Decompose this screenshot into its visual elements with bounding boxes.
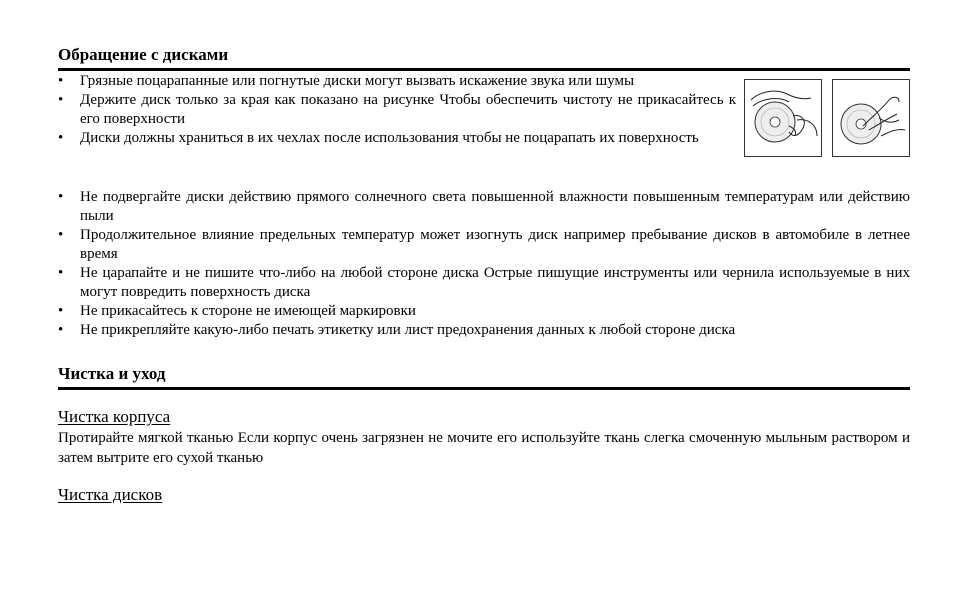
list-item: • Не прикасайтесь к стороне не имеющей маркировки	[58, 303, 416, 319]
subheading-body-cleaning: Чистка корпуса	[58, 407, 171, 426]
list-item: • Не царапайте и не пишите что-либо на любой стороне диска Острые пишущие инструменты или чернила используемые в них могут повредить поверхность диска	[58, 265, 910, 300]
section-title-disc-handling: Обращение с дисками	[58, 45, 229, 64]
bullet-icon: •	[58, 189, 64, 205]
finger-on-disc-edge-icon	[832, 79, 910, 157]
section-divider	[58, 387, 910, 390]
bullet-icon: •	[58, 227, 64, 243]
list-item: • Грязные поцарапанные или погнутые диски могут вызвать искажение звука или шумы	[58, 73, 635, 89]
section-divider	[58, 68, 910, 71]
section-title-cleaning: Чистка и уход	[58, 364, 166, 383]
bullet-icon: •	[58, 92, 64, 108]
bullet-icon: •	[58, 130, 64, 146]
bullet-icon: •	[58, 265, 64, 281]
bullet-icon: •	[58, 322, 64, 338]
list-item: • Не подвергайте диски действию прямого солнечного света повышенной влажности повышенным температурам или действию пыли	[58, 189, 910, 224]
disc-handling-list-bottom	[58, 188, 910, 340]
hand-holding-disc-edge-icon	[744, 79, 822, 157]
subheading-disc-cleaning: Чистка дисков	[58, 485, 163, 504]
disc-handling-figure	[744, 79, 910, 157]
list-item: • Диски должны храниться в их чехлах после использования чтобы не поцарапать их поверхность	[58, 130, 699, 146]
bullet-icon: •	[58, 303, 64, 319]
list-item: • Продолжительное влияние предельных температур может изогнуть диск например пребывание дисков в автомобиле в летнее время	[58, 227, 910, 262]
list-item: • Не прикрепляйте какую-либо печать этикетку или лист предохранения данных к любой стороне диска	[58, 322, 736, 338]
disc-handling-list-top	[58, 72, 736, 148]
list-item: • Держите диск только за края как показано на рисунке Чтобы обеспечить чистоту не прикасайтесь к его поверхности	[58, 92, 736, 127]
body-cleaning-text: Протирайте мягкой тканью Если корпус очень загрязнен не мочите его используйте ткань слегка смоченную мыльным раствором и затем вытрите его сухой тканью	[58, 430, 910, 466]
bullet-icon: •	[58, 73, 64, 89]
